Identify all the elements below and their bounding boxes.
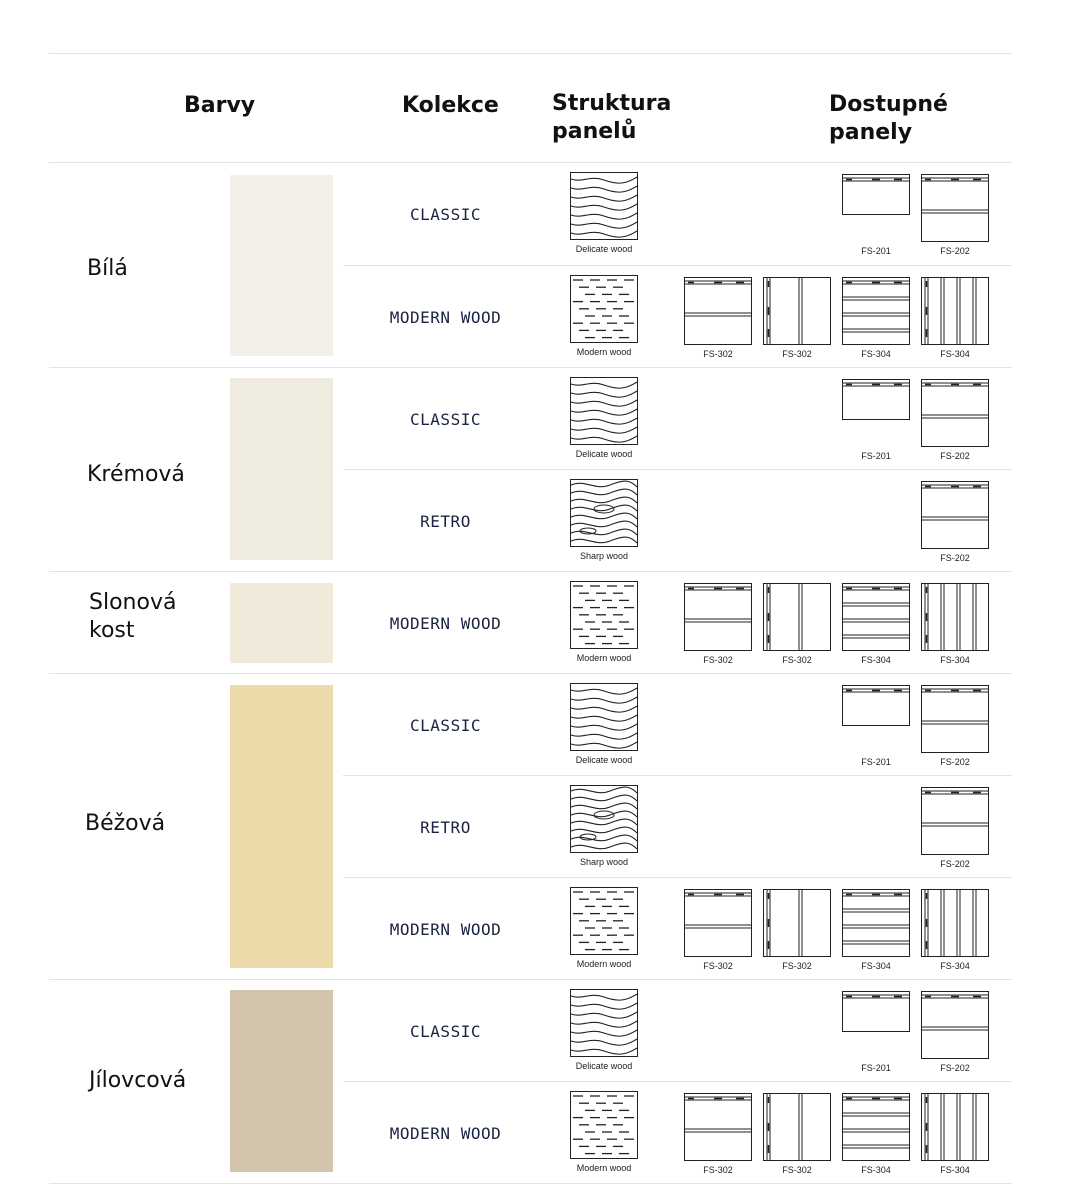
- panel-profile-icon: [684, 1093, 752, 1161]
- texture-caption: Delicate wood: [575, 449, 633, 459]
- panel-code: FS-302: [782, 349, 812, 359]
- texture-caption: Modern wood: [576, 1163, 632, 1173]
- header-struktura-line2: panelů: [552, 119, 637, 144]
- header-struktura-line1: Struktura: [552, 91, 672, 116]
- panel-profile-icon: [684, 583, 752, 651]
- panel-profile-icon: [921, 685, 989, 753]
- collection-row: [343, 572, 1012, 674]
- panel-code: FS-201: [861, 451, 891, 461]
- panel-code: FS-304: [861, 961, 891, 971]
- texture-caption: Delicate wood: [575, 244, 633, 254]
- panel-profile-icon: [921, 889, 989, 957]
- panel-code: FS-202: [940, 1063, 970, 1073]
- panel-code: FS-304: [940, 961, 970, 971]
- panel-profile-icon: [842, 685, 910, 753]
- panel-code: FS-304: [940, 349, 970, 359]
- panel-code: FS-302: [782, 655, 812, 665]
- texture-swatch-icon: [570, 581, 638, 649]
- panel-profile-icon: [842, 1093, 910, 1161]
- panel-code: FS-302: [703, 1165, 733, 1175]
- panel-profile-icon: [842, 174, 910, 242]
- panel-code: FS-304: [861, 1165, 891, 1175]
- panel-profile-icon: [842, 991, 910, 1059]
- panel-profile-icon: [763, 277, 831, 345]
- panel-code: FS-302: [782, 961, 812, 971]
- collection-name: MODERN WOOD: [389, 919, 502, 939]
- panel-profile-icon: [921, 787, 989, 855]
- color-swatch: [230, 685, 333, 968]
- texture-swatch-icon: [570, 887, 638, 955]
- texture-swatch-icon: [570, 785, 638, 853]
- panel-code: FS-202: [940, 859, 970, 869]
- color-name-line: Krémová: [87, 462, 185, 487]
- panel-code: FS-202: [940, 451, 970, 461]
- panel-code: FS-202: [940, 553, 970, 563]
- texture-caption: Sharp wood: [579, 857, 629, 867]
- color-name-slonova-kost: [89, 589, 176, 645]
- panel-profile-icon: [921, 991, 989, 1059]
- collection-row: [343, 674, 1012, 776]
- panel-code: FS-302: [703, 961, 733, 971]
- color-name-line: Bílá: [87, 256, 128, 281]
- texture-swatch-icon: [570, 275, 638, 343]
- collection-row: [343, 470, 1012, 572]
- panel-profile-icon: [842, 889, 910, 957]
- color-swatch: [230, 175, 333, 356]
- panel-profile-icon: [921, 277, 989, 345]
- panel-code: FS-304: [940, 655, 970, 665]
- texture-swatch-icon: [570, 989, 638, 1057]
- color-name-bila: [87, 255, 128, 283]
- texture-caption: Modern wood: [576, 959, 632, 969]
- panel-code: FS-302: [782, 1165, 812, 1175]
- color-name-bezova: [85, 810, 165, 838]
- collection-row: [343, 878, 1012, 980]
- panel-profile-icon: [842, 379, 910, 447]
- panel-profile-icon: [921, 583, 989, 651]
- collection-name: MODERN WOOD: [389, 307, 502, 327]
- collection-name: RETRO: [420, 511, 471, 531]
- panel-code: FS-202: [940, 246, 970, 256]
- header-dostupne: [829, 91, 948, 147]
- panel-profile-icon: [684, 889, 752, 957]
- panel-code: FS-201: [861, 1063, 891, 1073]
- texture-caption: Delicate wood: [575, 755, 633, 765]
- header-barvy: Barvy: [184, 93, 256, 118]
- panel-code: FS-202: [940, 757, 970, 767]
- collection-name: CLASSIC: [410, 1021, 481, 1041]
- texture-swatch-icon: [570, 377, 638, 445]
- collection-row: [343, 776, 1012, 878]
- collection-row: [343, 980, 1012, 1082]
- color-name-jilovcova: [89, 1067, 186, 1095]
- color-name-line: Slonová: [89, 590, 177, 615]
- panel-code: FS-302: [703, 349, 733, 359]
- panel-profile-icon: [842, 277, 910, 345]
- panel-code: FS-302: [703, 655, 733, 665]
- collection-row: [343, 266, 1012, 368]
- top-divider: [49, 53, 1012, 54]
- color-name-kremova: [87, 461, 185, 489]
- collection-name: RETRO: [420, 817, 471, 837]
- header-dostupne-line1: Dostupné: [829, 92, 948, 117]
- color-name-line: kost: [89, 618, 135, 643]
- header-dostupne-line2: panely: [829, 120, 913, 145]
- panel-profile-icon: [763, 583, 831, 651]
- collection-name: CLASSIC: [410, 409, 481, 429]
- collection-name: CLASSIC: [410, 204, 481, 224]
- panel-profile-icon: [842, 583, 910, 651]
- collection-row: [343, 1082, 1012, 1184]
- collection-name: CLASSIC: [410, 715, 481, 735]
- panel-profile-icon: [921, 379, 989, 447]
- panel-code: FS-304: [861, 655, 891, 665]
- panel-code: FS-201: [861, 757, 891, 767]
- panel-code: FS-201: [861, 246, 891, 256]
- texture-caption: Modern wood: [576, 347, 632, 357]
- collection-name: MODERN WOOD: [389, 1123, 502, 1143]
- panel-profile-icon: [921, 174, 989, 242]
- header-struktura: [552, 90, 671, 146]
- panel-profile-icon: [684, 277, 752, 345]
- texture-caption: Delicate wood: [575, 1061, 633, 1071]
- panel-code: FS-304: [940, 1165, 970, 1175]
- texture-caption: Sharp wood: [579, 551, 629, 561]
- color-swatch: [230, 378, 333, 560]
- collection-row: [343, 163, 1012, 265]
- color-swatch: [230, 990, 333, 1172]
- texture-swatch-icon: [570, 683, 638, 751]
- texture-caption: Modern wood: [576, 653, 632, 663]
- texture-swatch-icon: [570, 1091, 638, 1159]
- panel-profile-icon: [763, 889, 831, 957]
- panel-profile-icon: [763, 1093, 831, 1161]
- color-name-line: Béžová: [85, 811, 166, 836]
- texture-swatch-icon: [570, 172, 638, 240]
- panel-code: FS-304: [861, 349, 891, 359]
- header-kolekce: Kolekce: [402, 93, 499, 118]
- panel-profile-icon: [921, 1093, 989, 1161]
- color-swatch: [230, 583, 333, 663]
- color-name-line: Jílovcová: [89, 1068, 187, 1093]
- panel-profile-icon: [921, 481, 989, 549]
- collection-name: MODERN WOOD: [389, 613, 502, 633]
- collection-row: [343, 368, 1012, 470]
- texture-swatch-icon: [570, 479, 638, 547]
